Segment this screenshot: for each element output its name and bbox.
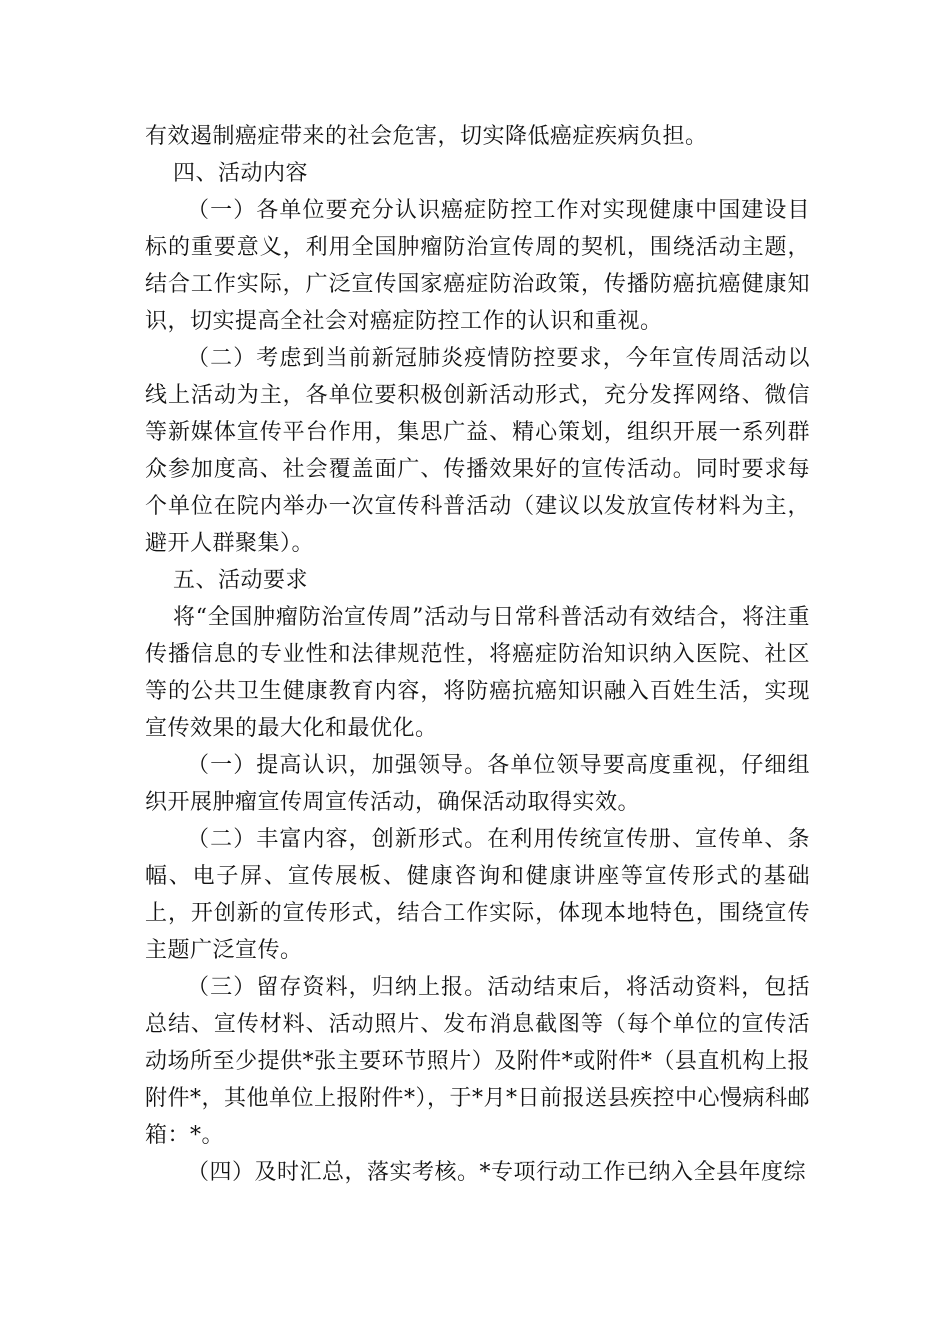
paragraph-requirements-intro: 将“全国肿瘤防治宣传周”活动与日常科普活动有效结合，将注重传播信息的专业性和法律规范性，将癌症防治知识纳入医院、社区等的公共卫生健康教育内容，将防癌抗癌知识融入百姓生活，实现宣传效果的最大化和最优化。 bbox=[145, 605, 810, 741]
paragraph-closing-line: 有效遏制癌症带来的社会危害，切实降低癌症疾病负担。 bbox=[145, 124, 708, 149]
paragraph-content-item-2: （二）考虑到当前新冠肺炎疫情防控要求，今年宣传周活动以线上活动为主，各单位要积极创新活动形式，充分发挥网络、微信等新媒体宣传平台作用，集思广益、精心策划，组织开展一系列群众参加度高、社会覆盖面广、传播效果好的宣传活动。同时要求每个单位在院内举办一次宣传科普活动（建议以发放宣传材料为主，避开人群聚集）。 bbox=[145, 346, 810, 556]
paragraph-requirement-item-1: （一）提高认识，加强领导。各单位领导要高度重视，仔细组织开展肿瘤宣传周宣传活动，确保活动取得实效。 bbox=[145, 753, 810, 815]
paragraph-content-item-1: （一）各单位要充分认识癌症防控工作对实现健康中国建设目标的重要意义，利用全国肿瘤防治宣传周的契机，围绕活动主题，结合工作实际，广泛宣传国家癌症防治政策，传播防癌抗癌健康知识，切实提高全社会对癌症防控工作的认识和重视。 bbox=[145, 198, 810, 334]
section-heading-activity-requirements: 五、活动要求 bbox=[173, 568, 309, 593]
paragraph-requirement-item-3: （三）留存资料，归纳上报。活动结束后，将活动资料，包括总结、宣传材料、活动照片、发布消息截图等（每个单位的宣传活动场所至少提供*张主要环节照片）及附件*或附件*（县直机构上报附件*，其他单位上报附件*），于*月*日前报送县疾控中心慢病科邮箱：*。 bbox=[145, 975, 811, 1148]
section-heading-activity-content: 四、活动内容 bbox=[173, 161, 309, 186]
paragraph-requirement-item-2: （二）丰富内容，创新形式。在利用传统宣传册、宣传单、条幅、电子屏、宣传展板、健康咨询和健康讲座等宣传形式的基础上，开创新的宣传形式，结合工作实际，体现本地特色，围绕宣传主题广泛宣传。 bbox=[145, 827, 810, 963]
paragraph-requirement-item-4: （四）及时汇总，落实考核。*专项行动工作已纳入全县年度综 bbox=[187, 1160, 807, 1185]
document-body bbox=[145, 118, 810, 1191]
